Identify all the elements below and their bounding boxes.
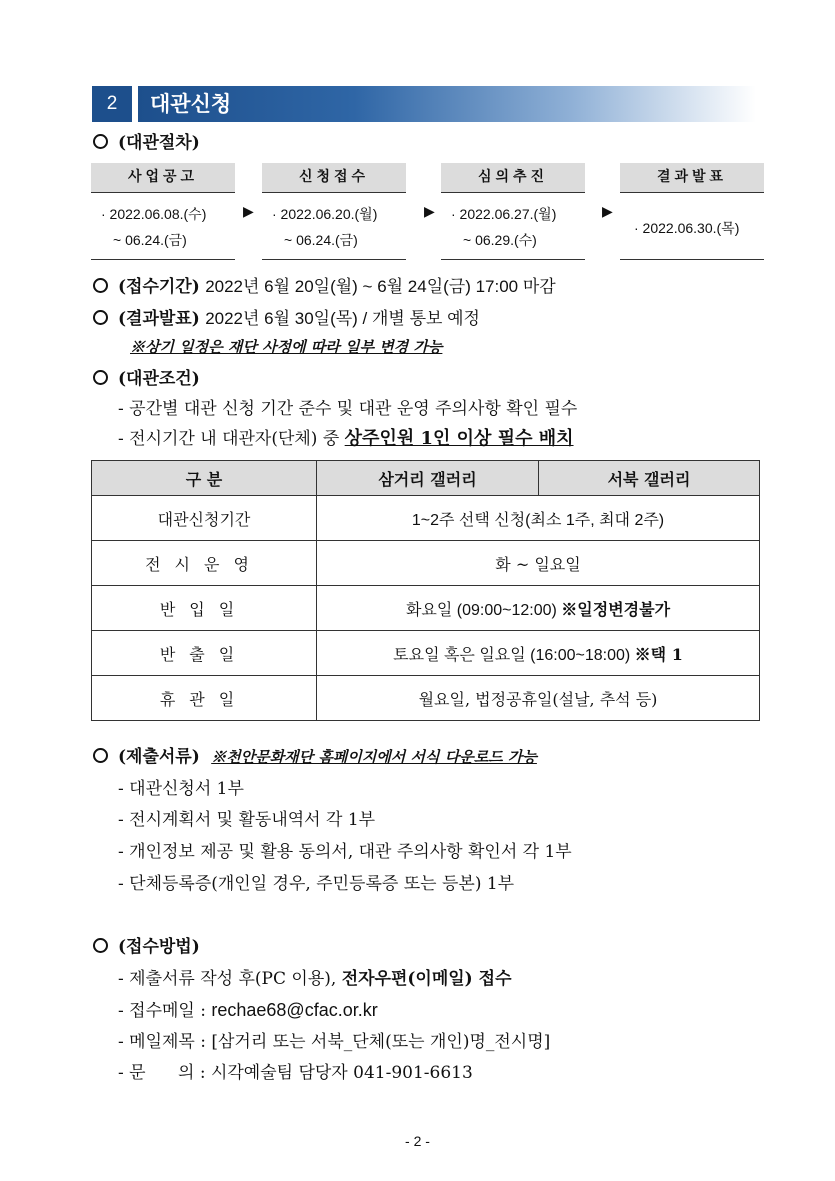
table-row-label: 대관신청기간 xyxy=(92,496,317,541)
ring-bullet-icon xyxy=(93,938,108,953)
table-row-value: 월요일, 법정공휴일(설날, 추석 등) xyxy=(317,676,760,721)
documents-item: - 전시계획서 및 활동내역서 각 1부 xyxy=(118,810,376,830)
conditions-heading: (대관조건) xyxy=(93,364,200,389)
table-row-value: 토요일 혹은 일요일 (16:00~18:00) ※택 1 xyxy=(317,631,760,676)
ring-bullet-icon xyxy=(93,748,108,763)
method-item-4: - 문 의 : 시각예술팀 담당자 041-901-6613 xyxy=(118,1063,473,1083)
table-header-seobuk: 서북 갤러리 xyxy=(539,461,760,496)
table-row-value: 화 ~ 일요일 xyxy=(317,541,760,586)
step-title-3: 심의추진 xyxy=(441,163,585,193)
section-title: 대관신청 xyxy=(150,92,232,116)
step-date-3: · 2022.06.27.(월) xyxy=(451,206,557,222)
arrow-right-icon: ▶ xyxy=(243,204,254,220)
arrow-right-icon: ▶ xyxy=(602,204,613,220)
table-row xyxy=(92,676,760,721)
table-row xyxy=(92,586,760,631)
step-date-end-1: ~ 06.24.(금) xyxy=(113,232,187,248)
documents-item: - 대관신청서 1부 xyxy=(118,779,244,799)
method-item-2: - 접수메일 : rechae68@cfac.or.kr xyxy=(118,1000,378,1021)
step-date-1: · 2022.06.08.(수) xyxy=(101,206,207,222)
ring-bullet-icon xyxy=(93,310,108,325)
step-date-end-2: ~ 06.24.(금) xyxy=(284,232,358,248)
table-row-label: 반입일 xyxy=(92,586,317,631)
method-heading: (접수방법) xyxy=(93,932,200,957)
step-date-4: · 2022.06.30.(목) xyxy=(634,220,740,236)
rental-info-table xyxy=(91,460,760,721)
method-item-3: - 메일제목 : [삼거리 또는 서북_단체(또는 개인)명_전시명] xyxy=(118,1032,551,1052)
procedure-heading: (대관절차) xyxy=(93,128,200,153)
ring-bullet-icon xyxy=(93,278,108,293)
step-date-end-3: ~ 06.29.(수) xyxy=(463,232,537,248)
conditions-item-1: - 공간별 대관 신청 기간 준수 및 대관 운영 주의사항 확인 필수 xyxy=(118,399,578,419)
ring-bullet-icon xyxy=(93,370,108,385)
schedule-note: ※상기 일정은 재단 사정에 따라 일부 변경 가능 xyxy=(130,338,443,356)
step-body-2 xyxy=(262,194,406,260)
table-row-label: 반출일 xyxy=(92,631,317,676)
table-row xyxy=(92,541,760,586)
arrow-right-icon: ▶ xyxy=(424,204,435,220)
documents-item: - 개인정보 제공 및 활용 동의서, 대관 주의사항 확인서 각 1부 xyxy=(118,842,572,862)
step-title-4: 결과발표 xyxy=(620,163,764,193)
table-row xyxy=(92,496,760,541)
step-date-2: · 2022.06.20.(월) xyxy=(272,206,378,222)
step-title-1: 사업공고 xyxy=(91,163,235,193)
table-row-label: 전시운영 xyxy=(92,541,317,586)
section-number: 2 xyxy=(92,86,132,122)
step-body-3 xyxy=(441,194,585,260)
table-header-category: 구 분 xyxy=(92,461,317,496)
step-body-1 xyxy=(91,194,235,260)
reception-period: (접수기간) 2022년 6월 20일(월) ~ 6월 24일(금) 17:00 마감 xyxy=(93,272,556,297)
method-item-1: - 제출서류 작성 후(PC 이용), 전자우편(이메일) 접수 xyxy=(118,969,512,989)
table-row-emphasis: ※택 1 xyxy=(634,644,683,664)
conditions-item-2: - 전시기간 내 대관자(단체) 중 상주인원 1인 이상 필수 배치 xyxy=(118,428,574,449)
contact-email-link[interactable]: rechae68@cfac.or.kr xyxy=(211,1000,378,1020)
step-body-4 xyxy=(620,194,764,260)
method-emphasis: 전자우편(이메일) 접수 xyxy=(341,969,512,989)
result-announcement: (결과발표) 2022년 6월 30일(목) / 개별 통보 예정 xyxy=(93,304,480,329)
table-header-samgeori: 삼거리 갤러리 xyxy=(317,461,539,496)
table-row-label: 휴관일 xyxy=(92,676,317,721)
documents-item: - 단체등록증(개인일 경우, 주민등록증 또는 등본) 1부 xyxy=(118,874,515,894)
page-number: - 2 - xyxy=(405,1133,430,1149)
documents-note: ※천안문화재단 홈페이지에서 서식 다운로드 가능 xyxy=(211,748,537,766)
step-title-2: 신청접수 xyxy=(262,163,406,193)
documents-heading: (제출서류) ※천안문화재단 홈페이지에서 서식 다운로드 가능 xyxy=(93,742,537,767)
table-header-row xyxy=(92,461,760,496)
table-row xyxy=(92,631,760,676)
conditions-emphasis: 상주인원 1인 이상 필수 배치 xyxy=(344,428,574,449)
table-row-value: 1~2주 선택 신청(최소 1주, 최대 2주) xyxy=(317,496,760,541)
table-row-emphasis: ※일정변경불가 xyxy=(561,599,671,619)
table-row-value: 화요일 (09:00~12:00) ※일정변경불가 xyxy=(317,586,760,631)
ring-bullet-icon xyxy=(93,134,108,149)
